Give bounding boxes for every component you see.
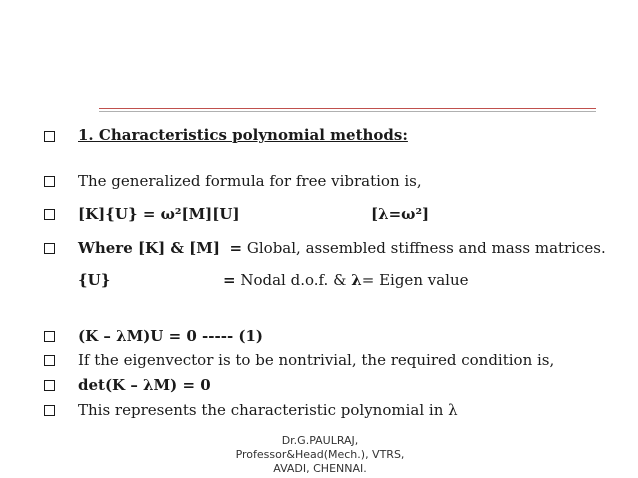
- footer-title: Professor&Head(Mech.), VTRS,: [235, 448, 405, 461]
- footer-location: AVADI, CHENNAI.: [273, 462, 367, 475]
- footer-name: Dr.G.PAULRAJ,: [281, 434, 359, 447]
- square-bullet-icon: [44, 405, 55, 416]
- determinant-equation: det(K – λM) = 0: [78, 376, 211, 394]
- title-divider-gray: [99, 111, 596, 112]
- equation-main: [K]{U} = ω²[M][U]: [78, 205, 240, 223]
- where-label: Where [K] & [M]: [78, 239, 220, 257]
- nontrivial-condition: If the eigenvector is to be nontrivial, the required condition is,: [78, 351, 555, 369]
- author-footer: [230, 434, 410, 476]
- lambda-definition: [λ=ω²]: [371, 205, 430, 223]
- square-bullet-icon: [44, 380, 55, 391]
- matrices-description: Global, assembled stiffness and mass matrices.: [246, 239, 606, 257]
- equation-1: (K – λM)U = 0 ----- (1): [78, 327, 264, 345]
- where-line: [78, 239, 606, 257]
- lambda-symbol: λ: [351, 271, 362, 289]
- eigen-value-text: = Eigen value: [361, 271, 469, 289]
- u-label: {U}: [78, 271, 111, 289]
- equals-sign: =: [223, 271, 236, 289]
- equals-sign: =: [229, 239, 243, 257]
- formula-intro: The generalized formula for free vibration is,: [78, 172, 422, 190]
- square-bullet-icon: [44, 176, 55, 187]
- square-bullet-icon: [44, 331, 55, 342]
- title-divider-red: [99, 108, 596, 109]
- u-definition: [223, 271, 469, 289]
- square-bullet-icon: [44, 209, 55, 220]
- section-heading: 1. Characteristics polynomial methods:: [78, 126, 408, 144]
- square-bullet-icon: [44, 131, 55, 142]
- polynomial-statement: This represents the characteristic polynomial in λ: [78, 401, 458, 419]
- square-bullet-icon: [44, 243, 55, 254]
- square-bullet-icon: [44, 355, 55, 366]
- nodal-dof-text: Nodal d.o.f. &: [240, 271, 347, 289]
